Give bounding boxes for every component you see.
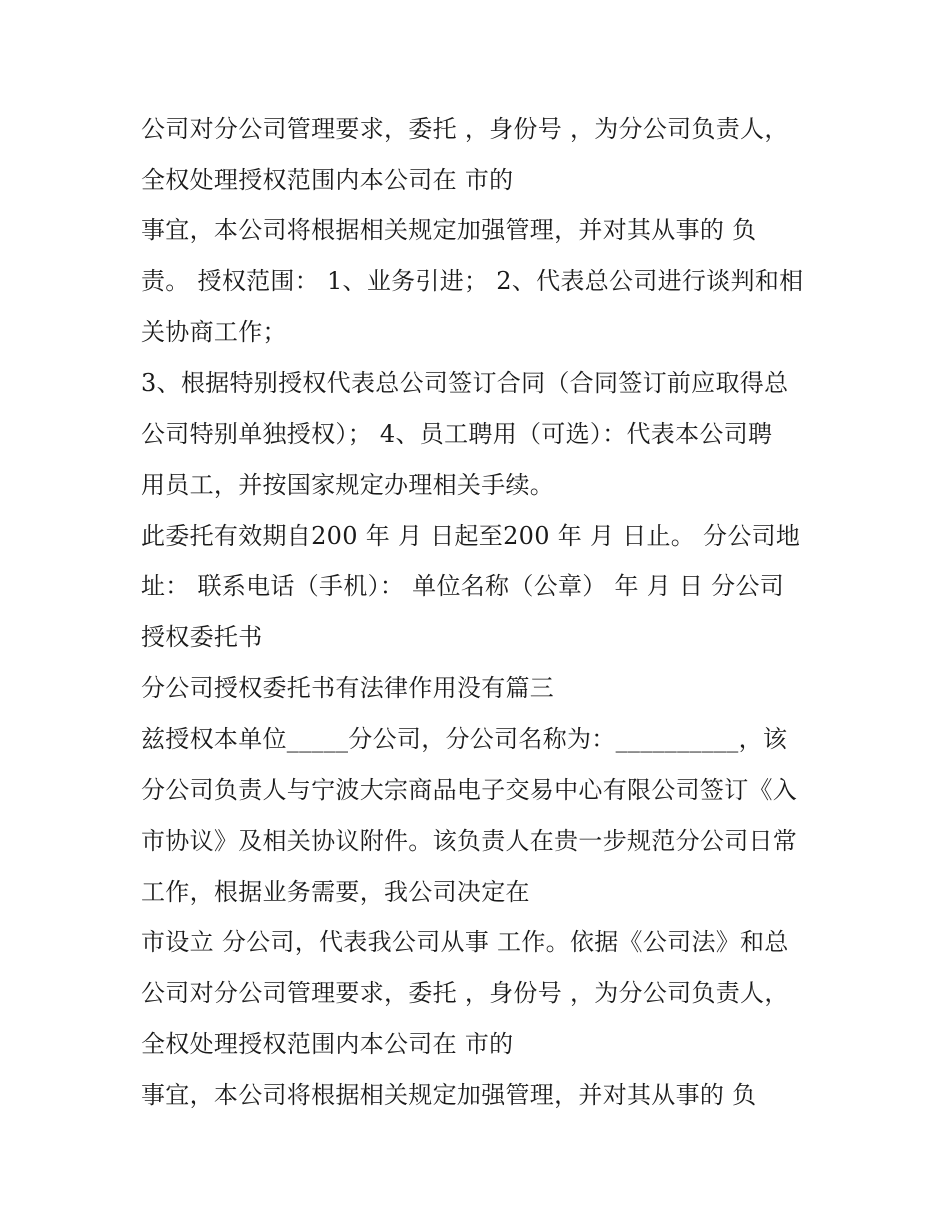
- text-line: 兹授权本单位_____分公司，分公司名称为：__________，该: [141, 725, 788, 753]
- text-line: 公司特别单独授权）； 4、员工聘用（可选）：代表本公司聘: [141, 420, 773, 448]
- text-line: 用员工，并按国家规定办理相关手续。: [141, 471, 555, 499]
- text-line: 址： 联系电话（手机）： 单位名称（公章） 年 月 日 分公司: [141, 572, 785, 600]
- text-line: 责。 授权范围： 1、业务引进； 2、代表总公司进行谈判和相: [141, 267, 804, 295]
- text-line: 授权委托书: [141, 623, 263, 651]
- text-line: 分公司负责人与宁波大宗商品电子交易中心有限公司签订《入: [141, 776, 798, 804]
- text-line: 此委托有效期自200 年 月 日起至200 年 月 日止。 分公司地: [141, 522, 801, 550]
- text-line: 全权处理授权范围内本公司在 市的: [141, 1030, 514, 1058]
- text-line: 市协议》及相关协议附件。该负责人在贵一步规范分公司日常: [141, 827, 798, 855]
- section-heading: 分公司授权委托书有法律作用没有篇三: [141, 674, 555, 702]
- text-line: 公司对分公司管理要求，委托 ，身份号 ，为分公司负责人，: [141, 979, 789, 1007]
- text-line: 关协商工作；: [141, 318, 287, 346]
- text-line: 事宜，本公司将根据相关规定加强管理，并对其从事的 负: [141, 1081, 757, 1109]
- text-line: 3、根据特别授权代表总公司签订合同（合同签订前应取得总: [141, 369, 789, 397]
- text-line: 工作，根据业务需要，我公司决定在: [141, 878, 530, 906]
- text-line: 事宜，本公司将根据相关规定加强管理，并对其从事的 负: [141, 216, 757, 244]
- text-line: 公司对分公司管理要求，委托 ，身份号 ，为分公司负责人，: [141, 115, 789, 143]
- text-line: 市设立 分公司，代表我公司从事 工作。依据《公司法》和总: [141, 928, 789, 956]
- text-line: 全权处理授权范围内本公司在 市的: [141, 166, 514, 194]
